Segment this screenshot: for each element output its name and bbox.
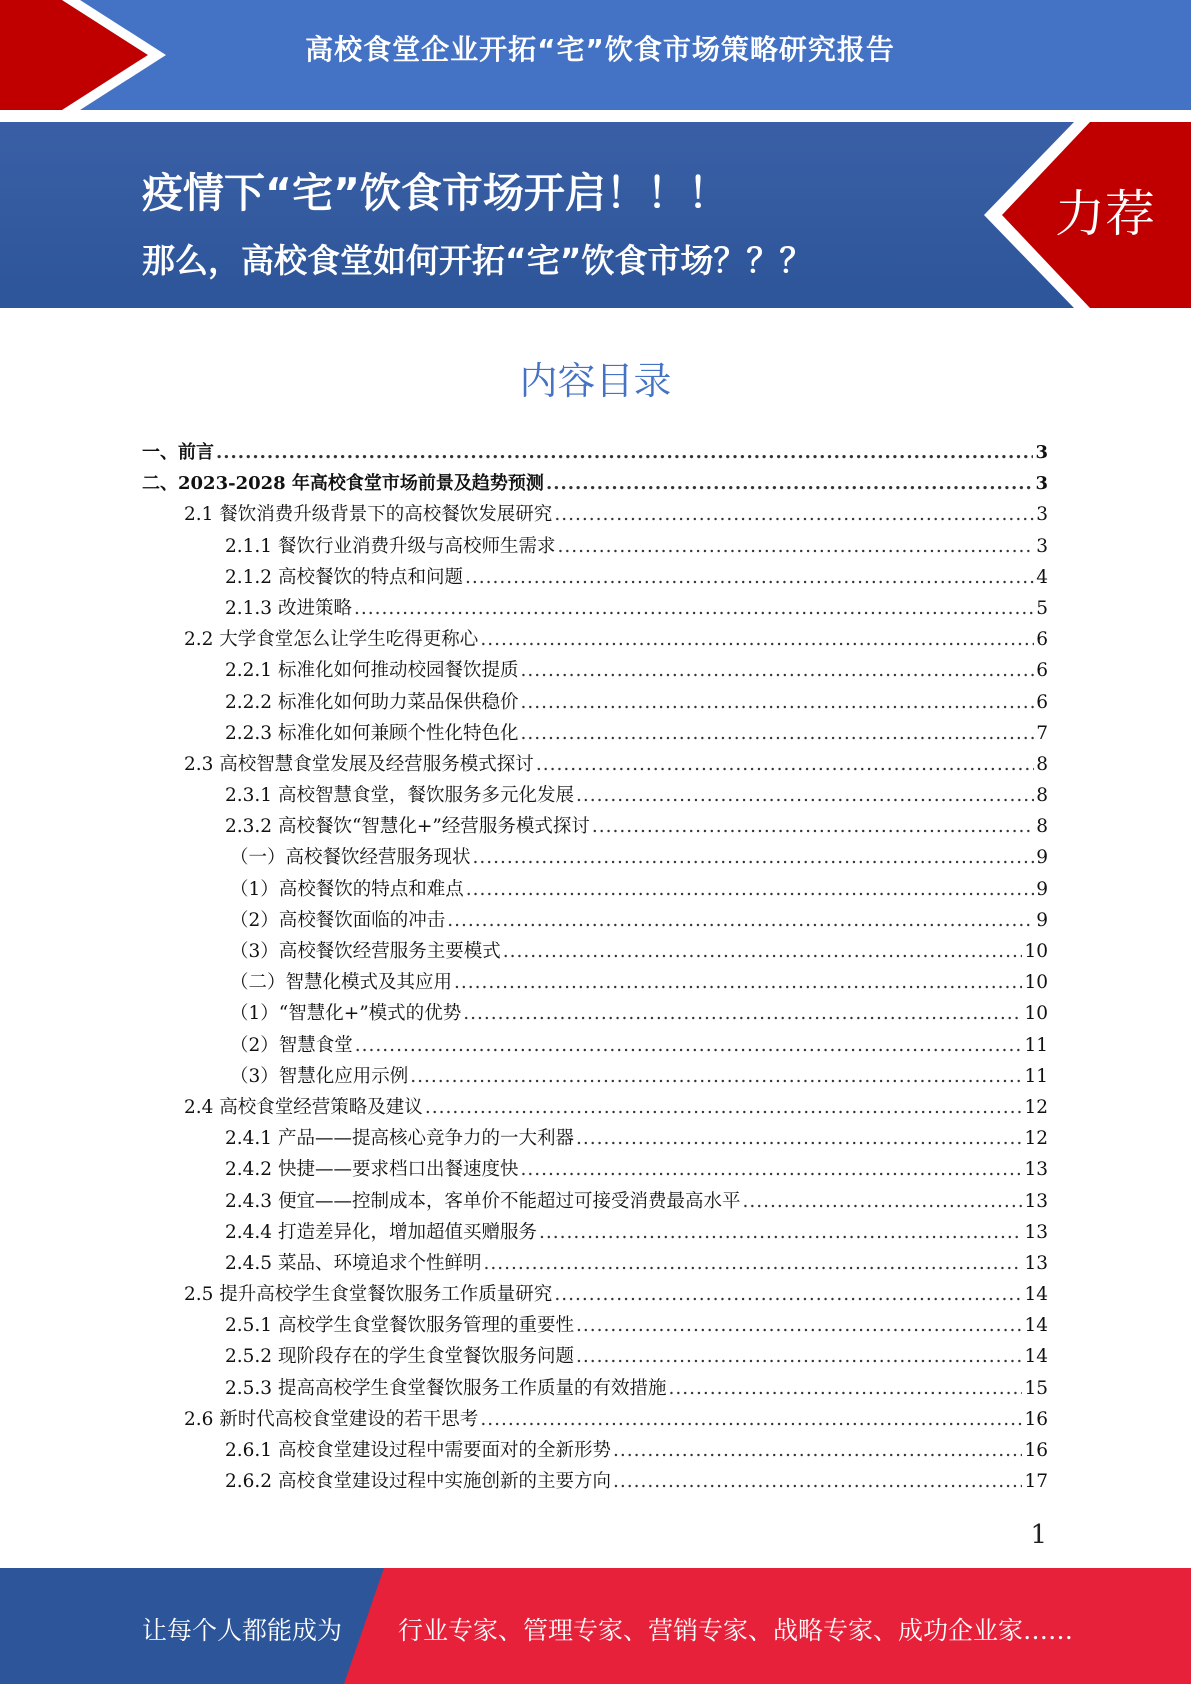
- toc-entry-page: 3: [1036, 504, 1048, 526]
- toc-entry[interactable]: [142, 1093, 1048, 1124]
- toc-entry-label: 2.5.1 高校学生食堂餐饮服务管理的重要性: [225, 1315, 574, 1337]
- toc-dot-leader: [546, 473, 1034, 494]
- toc-entry-page: 13: [1024, 1221, 1048, 1243]
- toc-dot-leader: [355, 1035, 1023, 1056]
- table-of-contents: [142, 438, 1048, 1498]
- footer-slogan-left: 让每个人都能成为: [142, 1616, 343, 1645]
- toc-entry-page: 3: [1036, 535, 1048, 557]
- toc-dot-leader: [520, 1159, 1022, 1180]
- toc-dot-leader: [576, 785, 1034, 806]
- toc-entry-page: 14: [1024, 1315, 1048, 1337]
- toc-title: 内容目录: [519, 359, 672, 403]
- toc-entry[interactable]: [142, 1405, 1048, 1436]
- toc-entry-label: 2.4.4 打造差异化，增加超值买赠服务: [225, 1221, 537, 1243]
- toc-entry-label: 二、2023-2028 年高校食堂市场前景及趋势预测: [142, 473, 544, 495]
- toc-entry-label: （二）智慧化模式及其应用: [230, 972, 453, 994]
- toc-dot-leader: [473, 847, 1035, 868]
- toc-dot-leader: [447, 910, 1034, 931]
- toc-dot-leader: [520, 660, 1034, 681]
- toc-dot-leader: [576, 1346, 1022, 1367]
- toc-entry[interactable]: [142, 843, 1048, 874]
- toc-entry-page: 15: [1024, 1377, 1048, 1399]
- toc-entry[interactable]: [142, 812, 1048, 843]
- toc-entry-page: 12: [1024, 1128, 1048, 1150]
- toc-entry[interactable]: [142, 1187, 1048, 1218]
- toc-dot-leader: [554, 1284, 1022, 1305]
- toc-entry-label: （1）高校餐饮的特点和难点: [230, 878, 464, 900]
- toc-entry-page: 13: [1024, 1252, 1048, 1274]
- top-header: [0, 0, 1191, 110]
- toc-entry-label: 2.2.1 标准化如何推动校园餐饮提质: [225, 660, 519, 682]
- toc-entry[interactable]: [142, 1467, 1048, 1498]
- toc-entry-label: 2.1.1 餐饮行业消费升级与高校师生需求: [225, 535, 556, 557]
- toc-dot-leader: [668, 1378, 1022, 1399]
- toc-entry-label: 2.2.2 标准化如何助力菜品保供稳价: [225, 691, 519, 713]
- toc-entry[interactable]: [142, 999, 1048, 1030]
- toc-entry[interactable]: [142, 532, 1048, 563]
- toc-entry-page: 10: [1024, 1003, 1048, 1025]
- toc-entry-page: 6: [1036, 660, 1048, 682]
- toc-dot-leader: [520, 692, 1034, 713]
- toc-entry-page: 6: [1036, 629, 1048, 651]
- toc-dot-leader: [613, 1440, 1022, 1461]
- toc-entry-label: 2.6 新时代高校食堂建设的若干思考: [184, 1408, 479, 1430]
- toc-entry-label: 2.6.2 高校食堂建设过程中实施创新的主要方向: [225, 1471, 611, 1493]
- toc-entry[interactable]: [142, 688, 1048, 719]
- toc-entry-page: 11: [1024, 1034, 1048, 1056]
- toc-dot-leader: [480, 629, 1034, 650]
- toc-entry[interactable]: [142, 1374, 1048, 1405]
- toc-entry[interactable]: [142, 1311, 1048, 1342]
- toc-entry-label: 2.4.5 菜品、环境追求个性鲜明: [225, 1252, 482, 1274]
- page-number: 1: [1030, 1520, 1047, 1550]
- toc-dot-leader: [503, 941, 1023, 962]
- toc-entry-page: 10: [1024, 941, 1048, 962]
- toc-entry[interactable]: [142, 906, 1048, 937]
- toc-dot-leader: [592, 816, 1034, 837]
- toc-entry-page: 16: [1024, 1440, 1048, 1461]
- toc-entry-page: 17: [1024, 1471, 1048, 1493]
- toc-entry[interactable]: [142, 656, 1048, 687]
- recommend-badge: 力荐: [1055, 185, 1155, 243]
- toc-entry[interactable]: [142, 1436, 1048, 1467]
- toc-entry-label: 2.3.1 高校智慧食堂，餐饮服务多元化发展: [225, 785, 574, 807]
- toc-entry[interactable]: [142, 500, 1048, 531]
- toc-dot-leader: [613, 1471, 1022, 1492]
- toc-dot-leader: [480, 1409, 1022, 1430]
- toc-entry-page: 13: [1024, 1190, 1048, 1212]
- toc-entry-page: 9: [1036, 909, 1048, 931]
- toc-entry-label: 一、前言: [142, 442, 214, 463]
- toc-dot-leader: [410, 1066, 1022, 1087]
- toc-entry[interactable]: [142, 719, 1048, 750]
- toc-entry-page: 10: [1024, 972, 1048, 994]
- toc-dot-leader: [483, 1253, 1022, 1274]
- toc-entry-page: 11: [1024, 1065, 1048, 1087]
- toc-entry-label: （2）智慧食堂: [230, 1034, 353, 1056]
- toc-entry[interactable]: [142, 1155, 1048, 1186]
- toc-entry[interactable]: [142, 1342, 1048, 1373]
- report-title: 高校食堂企业开拓“宅”饮食市场策略研究报告: [305, 33, 895, 66]
- toc-entry-label: 2.5.2 现阶段存在的学生食堂餐饮服务问题: [225, 1346, 574, 1368]
- toc-entry[interactable]: [142, 469, 1048, 500]
- toc-entry-label: 2.6.1 高校食堂建设过程中需要面对的全新形势: [225, 1440, 611, 1461]
- toc-entry-label: （3）智慧化应用示例: [230, 1065, 409, 1087]
- toc-entry[interactable]: [142, 1249, 1048, 1280]
- toc-entry-label: （3）高校餐饮经营服务主要模式: [230, 941, 501, 962]
- toc-entry[interactable]: [142, 968, 1048, 999]
- toc-entry-page: 4: [1036, 566, 1048, 588]
- toc-dot-leader: [520, 723, 1034, 744]
- toc-entry[interactable]: [142, 625, 1048, 656]
- toc-dot-leader: [354, 598, 1034, 619]
- toc-entry-page: 3: [1035, 442, 1048, 463]
- toc-entry[interactable]: [142, 1218, 1048, 1249]
- toc-entry[interactable]: [142, 1031, 1048, 1062]
- toc-entry-page: 8: [1036, 816, 1048, 838]
- toc-entry-label: 2.3 高校智慧食堂发展及经营服务模式探讨: [184, 753, 534, 775]
- toc-entry-page: 8: [1036, 785, 1048, 807]
- toc-entry[interactable]: [142, 937, 1048, 968]
- toc-entry-label: 2.1.2 高校餐饮的特点和问题: [225, 566, 463, 588]
- toc-dot-leader: [554, 504, 1034, 525]
- toc-entry-label: （2）高校餐饮面临的冲击: [230, 909, 446, 931]
- footer-slogan-right: 行业专家、管理专家、营销专家、战略专家、成功企业家……: [398, 1616, 1074, 1645]
- toc-entry-page: 9: [1036, 847, 1048, 869]
- toc-entry-page: 14: [1024, 1346, 1048, 1368]
- toc-entry[interactable]: [142, 563, 1048, 594]
- toc-dot-leader: [557, 536, 1034, 557]
- toc-entry[interactable]: [142, 438, 1048, 469]
- toc-dot-leader: [742, 1191, 1022, 1212]
- toc-entry-label: 2.5 提升高校学生食堂餐饮服务工作质量研究: [184, 1284, 553, 1306]
- toc-entry-page: 5: [1036, 597, 1048, 619]
- toc-entry[interactable]: [142, 1124, 1048, 1155]
- toc-dot-leader: [466, 879, 1034, 900]
- toc-entry-label: 2.4 高校食堂经营策略及建议: [184, 1096, 423, 1118]
- toc-dot-leader: [576, 1315, 1022, 1336]
- toc-dot-leader: [465, 567, 1034, 588]
- footer-banner: [0, 1568, 1191, 1684]
- toc-entry-page: 8: [1036, 753, 1048, 775]
- toc-entry-page: 14: [1024, 1284, 1048, 1306]
- toc-entry-label: 2.3.2 高校餐饮“智慧化+”经营服务模式探讨: [225, 816, 590, 838]
- toc-entry-page: 16: [1024, 1408, 1048, 1430]
- toc-entry-page: 13: [1024, 1159, 1048, 1181]
- toc-entry-label: 2.5.3 提高高校学生食堂餐饮服务工作质量的有效措施: [225, 1377, 667, 1399]
- toc-dot-leader: [463, 1003, 1022, 1024]
- toc-entry-label: （一）高校餐饮经营服务现状: [230, 847, 471, 869]
- toc-entry-label: （1）“智慧化+”模式的优势: [230, 1003, 462, 1025]
- toc-entry-page: 12: [1024, 1096, 1048, 1118]
- toc-entry-page: 9: [1036, 878, 1048, 900]
- toc-entry-label: 2.1.3 改进策略: [225, 597, 352, 619]
- banner-subheadline: 那么，高校食堂如何开拓“宅”饮食市场？？？: [142, 241, 813, 280]
- promo-banner: [0, 122, 1191, 308]
- toc-entry-label: 2.1 餐饮消费升级背景下的高校餐饮发展研究: [184, 504, 553, 526]
- toc-entry-label: 2.4.2 快捷——要求档口出餐速度快: [225, 1159, 519, 1181]
- toc-entry-label: 2.4.3 便宜——控制成本，客单价不能超过可接受消费最高水平: [225, 1190, 741, 1212]
- toc-dot-leader: [425, 1097, 1023, 1118]
- toc-entry[interactable]: [142, 781, 1048, 812]
- toc-dot-leader: [216, 442, 1033, 463]
- toc-dot-leader: [539, 1222, 1022, 1243]
- toc-entry-label: 2.2.3 标准化如何兼顾个性化特色化: [225, 722, 519, 744]
- banner-headline: 疫情下“宅”饮食市场开启！！！: [142, 169, 729, 217]
- toc-entry[interactable]: [142, 1280, 1048, 1311]
- toc-dot-leader: [454, 972, 1022, 993]
- toc-dot-leader: [576, 1128, 1022, 1149]
- toc-entry[interactable]: [142, 1062, 1048, 1093]
- toc-entry-page: 7: [1036, 722, 1048, 744]
- toc-entry-label: 2.4.1 产品——提高核心竞争力的一大利器: [225, 1128, 574, 1150]
- toc-entry-page: 3: [1035, 473, 1048, 495]
- toc-entry[interactable]: [142, 875, 1048, 906]
- toc-entry-label: 2.2 大学食堂怎么让学生吃得更称心: [184, 629, 479, 651]
- toc-entry-page: 6: [1036, 691, 1048, 713]
- toc-entry[interactable]: [142, 750, 1048, 781]
- toc-entry[interactable]: [142, 594, 1048, 625]
- toc-dot-leader: [536, 754, 1034, 775]
